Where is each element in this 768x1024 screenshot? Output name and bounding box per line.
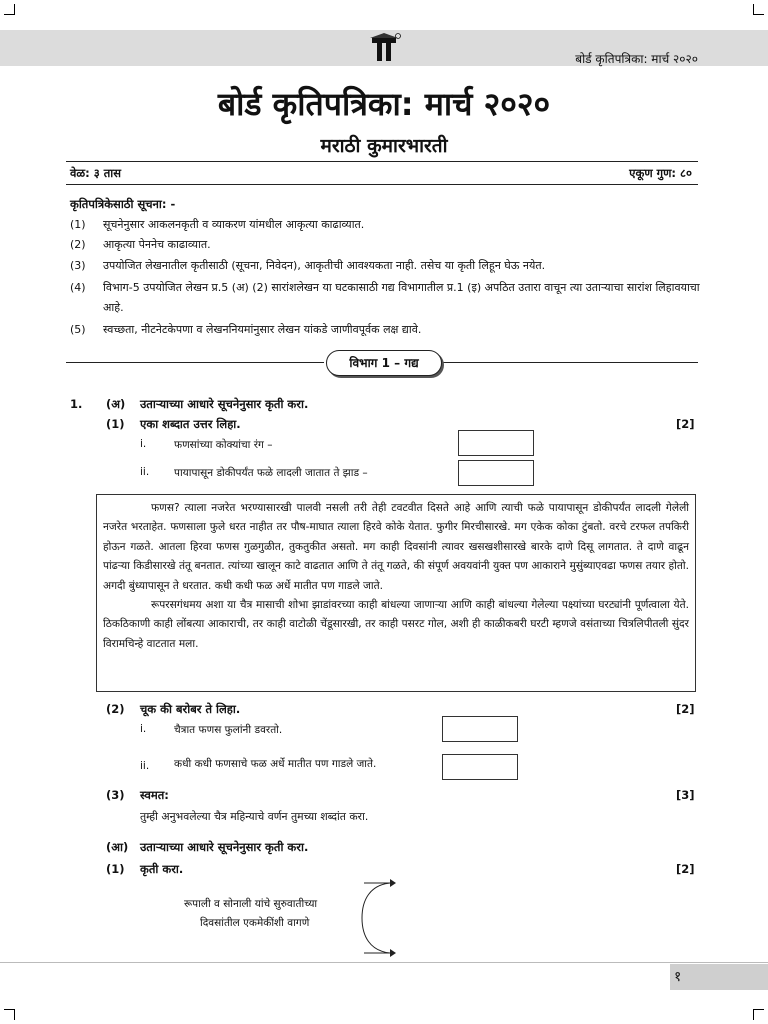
divider-section-right bbox=[442, 362, 698, 363]
answer-box[interactable] bbox=[442, 716, 518, 742]
total-marks: एकूण गुण: ८० bbox=[629, 166, 692, 180]
marks-label: [2] bbox=[676, 702, 695, 716]
crop-mark-top-left bbox=[4, 4, 15, 15]
instruction-number: (3) bbox=[70, 259, 86, 272]
divider-top bbox=[66, 161, 698, 162]
item-text: कधी कधी फणसाचे फळ अर्धे मातीत पण गाडले जाते. bbox=[174, 758, 377, 770]
reading-passage bbox=[96, 494, 696, 692]
page-subtitle: मराठी कुमारभारती bbox=[320, 135, 448, 157]
answer-box[interactable] bbox=[442, 754, 518, 780]
instruction-text: उपयोजित लेखनातील कृतीसाठी (सूचना, निवेदन), आकृतीची आवश्यकता नाही. तसेच या कृती लिहून घेऊ नयेत. bbox=[103, 259, 546, 272]
item-number: ii. bbox=[140, 466, 150, 478]
divider-meta bbox=[66, 184, 698, 185]
part-a-label: (अ) bbox=[106, 397, 126, 411]
instruction-text: स्वच्छता, नीटनेटकेपणा व लेखननियमांनुसार लेखन यांकडे जाणीवपूर्वक लक्ष द्यावे. bbox=[103, 323, 422, 336]
passage-paragraph: फणस? त्याला नजरेत भरण्यासारखी पालवी नसली तरी तेही टवटवीत दिसते आहे आणि त्याची फळे पायापासून डोकीपर्यंत लादली गेलेली नजरेत भरताहेत. फणसाला फुले धरत नाहीत तर पौष-माघात त्याला हिरवे कोके येतात. फुगीर मिरचीसारखे. मग एकेक कोका टुंबतो. वरचे टरफल तपकिरी होऊन गळते. आतला हिरवा फणस गुळगुळीत, तुकतुकीत असतो. मग काही दिवसांनी त्यावर खसखशीसारखे बारके दाणे दिसू लागतात. ते दाणे वाढून पांढऱ्या किडीसारखे तंतू बनतात. त्यांच्या खालून काटे वाढतात आणि ते तंतू गळते, की संपूर्ण अवयवांनी युक्त पण आकाराने मुसुंब्याएवढा फणस तयार होतो. अगदी बुंध्यापासून ते धरतात. कधी कधी फळ अर्धे मातीत पण गाडले जाते. bbox=[103, 502, 689, 592]
divider-section-left bbox=[66, 362, 324, 363]
answer-box[interactable] bbox=[458, 460, 534, 486]
question-number: 1. bbox=[70, 397, 83, 411]
crop-mark-top-right bbox=[753, 4, 764, 15]
instruction-text: सूचनेनुसार आकलनकृती व व्याकरण यांमधील आकृत्या काढाव्यात. bbox=[103, 218, 365, 231]
running-header-title: बोर्ड कृतिपत्रिका: मार्च २०२० bbox=[575, 52, 698, 66]
item-number: i. bbox=[140, 438, 147, 450]
item-text: चैत्रात फणस फुलांनी डवरतो. bbox=[174, 724, 283, 736]
page-title: बोर्ड कृतिपत्रिका: मार्च २०२० bbox=[217, 85, 551, 123]
diagram-text-line: दिवसांतील एकमेकींशी वागणे bbox=[200, 917, 310, 929]
instruction-text: आकृत्या पेननेच काढाव्यात. bbox=[103, 238, 211, 251]
sub-question-text: चूक की बरोबर ते लिहा. bbox=[140, 702, 241, 716]
instructions-heading: कृतिपत्रिकेसाठी सूचना: - bbox=[70, 197, 176, 211]
part-aa-label: (आ) bbox=[106, 840, 129, 854]
item-text: फणसांच्या कोक्यांचा रंग – bbox=[174, 439, 273, 451]
instruction-text: विभाग-5 उपयोजित लेखन प्र.5 (अ) (2) सारांशलेखन या घटकासाठी गद्य विभागातील प्र.1 (इ) अपठित उतारा वाचून त्या उताऱ्याचा सारांश लिहावयाचा आहे. bbox=[103, 281, 700, 314]
footer-rule bbox=[0, 962, 768, 963]
instruction-number: (2) bbox=[70, 238, 86, 251]
passage-paragraph: रूपरसगंधमय अशा या चैत्र मासाची शोभा झाडांवरच्या काही बांधल्या जाणाऱ्या आणि काही बांधल्या गेलेल्या पक्ष्यांच्या घरट्यांनी पूर्णत्वाला येते. ठिकठिकाणी काही लोंबत्या आकाराची, तर काही वाटोळी चेंडूसारखी, तर काही पसरट गोल, अशी ही काळीकबरी घरटी म्हणजे वसंताच्या चित्रलिपीतली सुंदर विरामचिन्हे वाटतात मला. bbox=[103, 599, 689, 650]
sub-question-text: कृती करा. bbox=[140, 862, 184, 876]
exam-time: वेळ: ३ तास bbox=[70, 166, 122, 180]
item-number: i. bbox=[140, 723, 147, 735]
part-aa-instruction: उताऱ्याच्या आधारे सूचनेनुसार कृती करा. bbox=[140, 840, 309, 854]
sub-question-number: (1) bbox=[106, 862, 125, 876]
page-number: १ bbox=[670, 964, 768, 990]
crop-mark-bottom-right bbox=[753, 1009, 764, 1020]
sub-question-text: स्वमत: bbox=[140, 788, 169, 802]
answer-box[interactable] bbox=[458, 430, 534, 456]
sub-question-number: (2) bbox=[106, 702, 125, 716]
sub-question-text: एका शब्दात उत्तर लिहा. bbox=[140, 417, 241, 431]
sub-question-number: (1) bbox=[106, 417, 125, 431]
item-number: ii. bbox=[140, 760, 150, 772]
part-a-instruction: उताऱ्याच्या आधारे सूचनेनुसार कृती करा. bbox=[140, 397, 309, 411]
diagram-text-line: रूपाली व सोनाली यांचे सुरुवातीच्या bbox=[184, 898, 318, 910]
instruction-number: (5) bbox=[70, 323, 86, 336]
crop-mark-bottom-left bbox=[4, 1009, 15, 1020]
item-text: पायापासून डोकीपर्यंत फळे लादली जातात ते झाड – bbox=[174, 467, 368, 479]
instruction-number: (4) bbox=[70, 281, 86, 294]
instruction-number: (1) bbox=[70, 218, 86, 231]
section-label: विभाग 1 – गद्य bbox=[326, 350, 442, 376]
opinion-question: तुम्ही अनुभवलेल्या चैत्र महिन्याचे वर्णन तुमच्या शब्दांत करा. bbox=[140, 810, 369, 823]
marks-label: [2] bbox=[676, 417, 695, 431]
marks-label: [3] bbox=[676, 788, 695, 802]
publisher-logo-icon bbox=[366, 32, 402, 64]
diagram-bracket-arrows bbox=[350, 875, 410, 961]
sub-question-number: (3) bbox=[106, 788, 125, 802]
marks-label: [2] bbox=[676, 862, 695, 876]
